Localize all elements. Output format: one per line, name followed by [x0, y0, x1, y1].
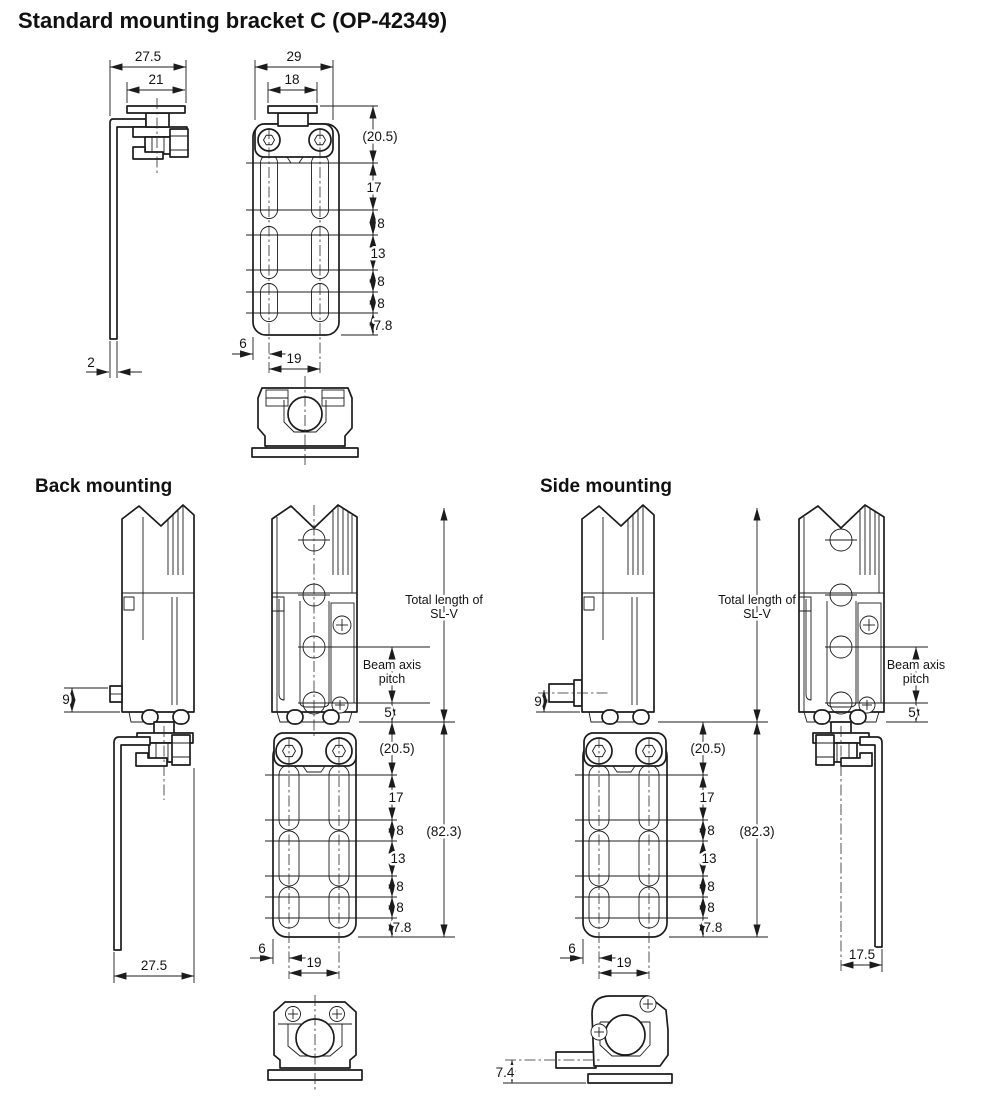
- dim-back-protrusion: 9: [62, 692, 70, 707]
- dim-side-beam-end: 5: [908, 705, 916, 720]
- dim-back-chain-3: 13: [390, 851, 406, 866]
- dim-side-depth: 17.5: [848, 947, 876, 962]
- dim-back-chain-1: 17: [388, 790, 404, 805]
- dim-side-chain-3: 13: [701, 851, 717, 866]
- side-mounting-bottom-view: [496, 996, 672, 1083]
- dim-back-beam-end: 5: [384, 705, 392, 720]
- dim-chain-2: 8: [377, 216, 385, 231]
- dim-side-chain-2: 8: [707, 823, 715, 838]
- dim-bracket-front-width: 29: [286, 49, 302, 64]
- heading-side-mounting: Side mounting: [540, 476, 672, 497]
- back-mounting-bottom-view: [268, 995, 362, 1090]
- label-beam-axis-2: pitch: [902, 672, 930, 686]
- dim-back-chain-6: 7.8: [392, 920, 412, 935]
- label-beam-axis-1: Beam axis: [362, 658, 422, 672]
- dim-side-chain-6: 7.8: [703, 920, 723, 935]
- bracket-front-view: [232, 49, 398, 374]
- dim-side-protrusion: 9: [534, 694, 542, 709]
- dim-side-chain-1: 17: [699, 790, 715, 805]
- dim-side-overall: (82.3): [739, 824, 775, 839]
- label-total-length-2: SL-V: [743, 607, 771, 621]
- label-total-length-2: SL-V: [430, 607, 458, 621]
- dim-bracket-side-width: 27.5: [134, 49, 162, 64]
- dim-side-slot-offset: 6: [568, 941, 576, 956]
- dim-back-chain-5: 8: [396, 900, 404, 915]
- dim-back-chain-4: 8: [396, 879, 404, 894]
- dim-chain-4: 8: [377, 274, 385, 289]
- back-mounting-side-view: [62, 505, 194, 983]
- dim-back-chain-0: (20.5): [379, 741, 415, 756]
- dim-chain-5: 8: [377, 296, 385, 311]
- dim-back-overall: (82.3): [426, 824, 462, 839]
- dim-bracket-side-thickness: 2: [87, 355, 95, 370]
- dim-bracket-front-flange: 18: [284, 72, 300, 87]
- dim-side-chain-5: 8: [707, 900, 715, 915]
- dim-side-slot-pitch: 19: [616, 955, 632, 970]
- dim-side-chain-0: (20.5): [690, 741, 726, 756]
- bracket-bottom-view: [252, 376, 358, 466]
- side-mounting-side-view: [534, 505, 796, 979]
- side-mounting-front-view: [799, 505, 945, 972]
- dim-chain-1: 17: [366, 180, 382, 195]
- back-mounting-front-view: [250, 505, 483, 979]
- dim-side-cable-offset: 7.4: [495, 1065, 515, 1080]
- heading-back-mounting: Back mounting: [35, 476, 173, 497]
- dim-slot-pitch: 19: [286, 351, 302, 366]
- dim-back-slot-pitch: 19: [306, 955, 322, 970]
- dim-back-chain-2: 8: [396, 823, 404, 838]
- dim-side-chain-4: 8: [707, 879, 715, 894]
- label-total-length-1: Total length of: [405, 593, 483, 607]
- dim-chain-6: 7.8: [373, 318, 393, 333]
- dim-back-depth: 27.5: [140, 958, 168, 973]
- dim-chain-3: 13: [370, 246, 386, 261]
- dim-slot-offset: 6: [239, 336, 247, 351]
- label-beam-axis-2: pitch: [378, 672, 406, 686]
- page-title: Standard mounting bracket C (OP-42349): [18, 8, 448, 33]
- dim-bracket-side-flange: 21: [148, 72, 164, 87]
- label-total-length-1: Total length of: [718, 593, 796, 607]
- dim-back-slot-offset: 6: [258, 941, 266, 956]
- bracket-side-view: [86, 49, 188, 378]
- label-beam-axis-1: Beam axis: [886, 658, 946, 672]
- dim-chain-0: (20.5): [362, 129, 398, 144]
